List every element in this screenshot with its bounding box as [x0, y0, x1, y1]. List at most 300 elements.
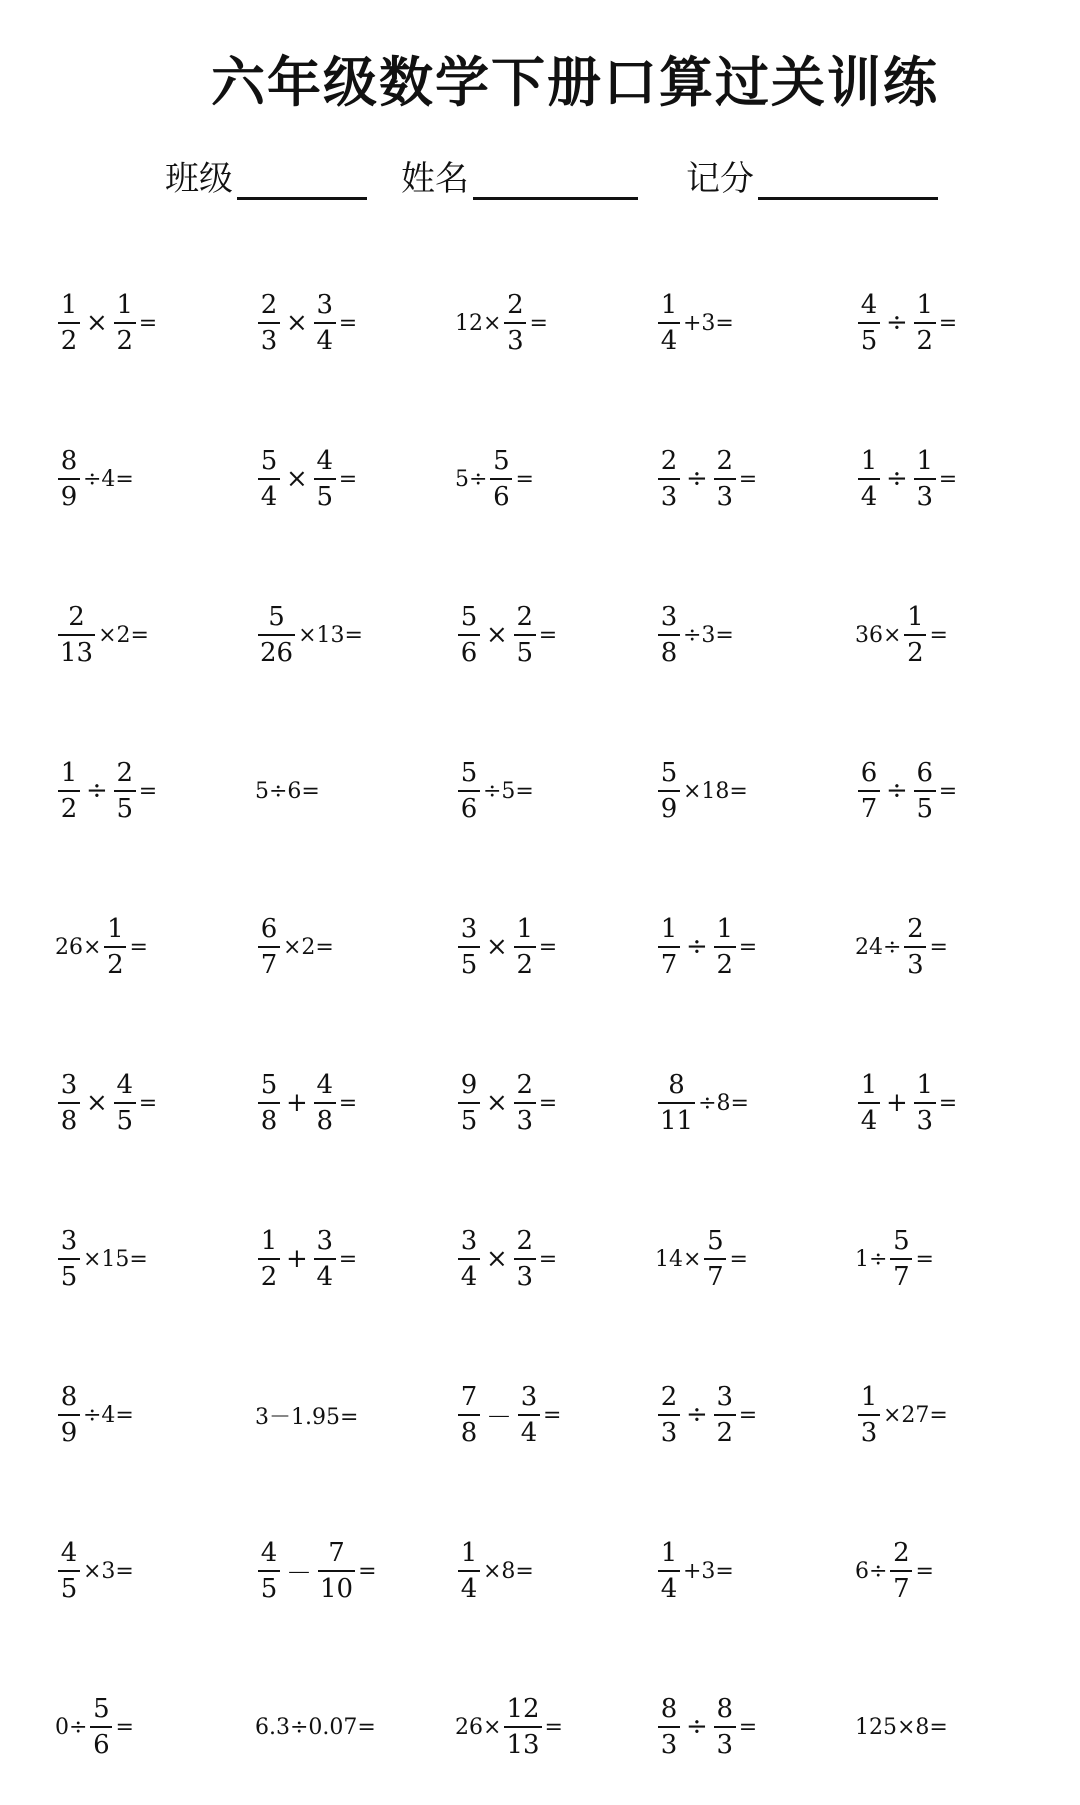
fraction-denominator: 13 — [504, 1726, 541, 1758]
expression-text: +3= — [683, 1558, 734, 1584]
operator: ÷ — [886, 464, 908, 494]
fraction-denominator: 4 — [858, 1102, 880, 1134]
expression-text: = — [138, 310, 158, 336]
problem-cell — [640, 1649, 840, 1805]
fraction-numerator: 2 — [507, 290, 524, 320]
fraction — [714, 1384, 736, 1446]
class-field[interactable] — [165, 151, 367, 200]
fraction-numerator: 1 — [60, 758, 78, 788]
problem-cell — [440, 869, 640, 1025]
expression-text: 3－1.95= — [255, 1404, 359, 1430]
expression-text: = — [538, 622, 558, 648]
fraction-denominator: 2 — [114, 322, 136, 354]
problem-cell — [440, 1181, 640, 1337]
fraction-numerator: 6 — [916, 758, 934, 788]
class-blank-line[interactable] — [237, 163, 367, 200]
expression-text: 125×8= — [855, 1714, 948, 1740]
score-field[interactable] — [686, 151, 938, 200]
expression-text: = — [543, 1402, 562, 1428]
fraction-numerator: 1 — [60, 290, 78, 320]
fraction-denominator: 7 — [658, 946, 680, 978]
expression-text: = — [338, 310, 358, 336]
fraction — [904, 604, 926, 666]
problem-cell — [840, 713, 1040, 869]
fraction-denominator: 10 — [318, 1570, 355, 1602]
expression-text: = — [938, 1090, 958, 1116]
fraction-numerator: 3 — [660, 602, 678, 632]
problem-cell — [840, 869, 1040, 1025]
fraction-numerator: 3 — [60, 1226, 78, 1256]
problem-expression — [55, 1696, 134, 1758]
fraction-denominator: 5 — [58, 1258, 80, 1290]
fraction-denominator: 5 — [114, 1102, 136, 1134]
fraction — [858, 292, 880, 354]
fraction-numerator: 6 — [260, 914, 278, 944]
fraction-denominator: 2 — [258, 1258, 280, 1290]
fraction — [458, 1072, 480, 1134]
fraction — [504, 292, 526, 354]
fraction-numerator: 5 — [260, 446, 278, 476]
fraction-denominator: 7 — [704, 1258, 726, 1290]
fraction-numerator: 2 — [516, 1070, 534, 1100]
problem-expression — [255, 1715, 376, 1740]
fraction-denominator: 26 — [258, 634, 295, 666]
expression-text: ÷5= — [483, 778, 534, 804]
expression-text: ×3= — [83, 1558, 134, 1584]
fraction — [714, 916, 736, 978]
expression-text: = — [738, 1402, 758, 1428]
problem-cell — [440, 713, 640, 869]
problem-expression — [55, 1540, 134, 1602]
problem-cell — [240, 401, 440, 557]
problem-cell — [640, 401, 840, 557]
fraction-numerator: 3 — [460, 1226, 478, 1256]
fraction-numerator: 8 — [60, 1382, 78, 1412]
fraction — [258, 1228, 280, 1290]
fraction — [458, 1540, 480, 1602]
fraction — [658, 916, 680, 978]
problem-cell — [40, 1337, 240, 1493]
problem-expression — [855, 448, 957, 510]
name-label: 姓名 — [401, 159, 469, 199]
expression-text: = — [129, 934, 148, 960]
operator: + — [886, 1088, 908, 1118]
problem-expression — [255, 292, 357, 354]
problem-expression — [255, 604, 363, 666]
fraction — [318, 1540, 355, 1602]
fraction-numerator: 1 — [907, 602, 924, 632]
fraction-denominator: 2 — [914, 322, 936, 354]
problem-cell — [440, 245, 640, 401]
fraction-numerator: 2 — [68, 602, 85, 632]
fraction-denominator: 4 — [258, 478, 280, 510]
fraction — [114, 292, 136, 354]
problem-expression — [655, 292, 734, 354]
fraction-denominator: 2 — [714, 946, 736, 978]
fraction-numerator: 1 — [116, 290, 134, 320]
expression-text: 36× — [855, 622, 902, 648]
problem-expression — [855, 760, 957, 822]
problem-expression — [55, 448, 134, 510]
problem-expression — [55, 604, 149, 666]
problem-cell — [240, 1649, 440, 1805]
fraction-numerator: 7 — [328, 1538, 345, 1568]
fraction-denominator: 3 — [658, 1726, 680, 1758]
fraction-denominator: 4 — [658, 322, 680, 354]
student-info-row — [165, 150, 1040, 200]
fraction-denominator: 3 — [514, 1102, 536, 1134]
fraction — [58, 1384, 80, 1446]
fraction-numerator: 2 — [716, 446, 734, 476]
fraction — [458, 1384, 480, 1446]
problem-expression — [255, 1072, 357, 1134]
problem-expression — [455, 1072, 557, 1134]
fraction — [458, 1228, 480, 1290]
fraction — [858, 1072, 880, 1134]
fraction-numerator: 1 — [716, 914, 734, 944]
fraction — [514, 916, 536, 978]
fraction-numerator: 9 — [460, 1070, 478, 1100]
expression-text: 24÷ — [855, 934, 902, 960]
problem-cell — [440, 401, 640, 557]
fraction-denominator: 5 — [114, 790, 136, 822]
problem-expression — [255, 448, 357, 510]
fraction-denominator: 3 — [658, 478, 680, 510]
fraction-numerator: 2 — [660, 446, 678, 476]
score-label: 记分 — [686, 159, 754, 199]
problem-cell — [840, 1649, 1040, 1805]
fraction — [258, 1072, 280, 1134]
fraction-numerator: 4 — [316, 1070, 334, 1100]
problem-expression — [855, 1072, 957, 1134]
problem-expression — [855, 604, 948, 666]
fraction-denominator: 6 — [490, 478, 512, 510]
fraction-denominator: 9 — [58, 478, 80, 510]
score-blank-line[interactable] — [758, 163, 938, 200]
fraction-denominator: 4 — [858, 478, 880, 510]
problem-expression — [255, 1540, 377, 1602]
fraction — [658, 760, 680, 822]
problem-cell — [40, 557, 240, 713]
fraction-numerator: 3 — [520, 1382, 538, 1412]
problem-expression — [655, 760, 748, 822]
problem-expression — [55, 1072, 157, 1134]
fraction-denominator: 8 — [314, 1102, 336, 1134]
expression-text: 14× — [655, 1246, 702, 1272]
problem-cell — [440, 1649, 640, 1805]
fraction — [914, 448, 936, 510]
fraction — [904, 916, 926, 978]
fraction — [58, 1540, 80, 1602]
fraction-numerator: 5 — [93, 1694, 110, 1724]
problem-cell — [640, 245, 840, 401]
fraction — [658, 1072, 695, 1134]
fraction — [58, 1072, 80, 1134]
fraction-numerator: 8 — [716, 1694, 734, 1724]
problem-expression — [655, 1228, 748, 1290]
fraction — [490, 448, 512, 510]
fraction-numerator: 3 — [316, 1226, 334, 1256]
expression-text: ÷4= — [83, 1402, 134, 1428]
name-field[interactable] — [401, 151, 638, 200]
problem-cell — [40, 1181, 240, 1337]
operator: × — [86, 1088, 108, 1118]
fraction — [114, 1072, 136, 1134]
fraction-numerator: 5 — [268, 602, 285, 632]
fraction — [58, 292, 80, 354]
fraction-denominator: 3 — [504, 322, 526, 354]
fraction — [258, 448, 280, 510]
fraction-denominator: 2 — [904, 634, 926, 666]
problem-expression — [455, 292, 548, 354]
problem-expression — [455, 760, 534, 822]
expression-text: ÷4= — [83, 466, 134, 492]
problem-cell — [440, 1025, 640, 1181]
problem-cell — [240, 869, 440, 1025]
fraction-denominator: 2 — [714, 1414, 736, 1446]
problem-expression — [655, 1072, 749, 1134]
fraction-numerator: 1 — [860, 1070, 878, 1100]
fraction-denominator: 5 — [58, 1570, 80, 1602]
fraction-numerator: 4 — [316, 446, 334, 476]
problem-expression — [455, 1540, 534, 1602]
fraction-denominator: 8 — [458, 1414, 480, 1446]
fraction-denominator: 3 — [514, 1258, 536, 1290]
expression-text: = — [729, 1246, 748, 1272]
expression-text: = — [529, 310, 548, 336]
problem-cell — [40, 401, 240, 557]
fraction-numerator: 1 — [860, 446, 878, 476]
problem-cell — [640, 1025, 840, 1181]
fraction-numerator: 6 — [860, 758, 878, 788]
fraction-denominator: 5 — [858, 322, 880, 354]
fraction-numerator: 7 — [460, 1382, 478, 1412]
problem-expression — [855, 292, 957, 354]
fraction-numerator: 2 — [516, 1226, 534, 1256]
problem-cell — [840, 401, 1040, 557]
fraction — [858, 1384, 880, 1446]
expression-text: = — [938, 778, 958, 804]
fraction-numerator: 5 — [660, 758, 678, 788]
fraction — [114, 760, 136, 822]
fraction-numerator: 1 — [516, 914, 534, 944]
expression-text: ×18= — [683, 778, 748, 804]
problem-cell — [840, 1181, 1040, 1337]
fraction — [914, 292, 936, 354]
problem-cell — [240, 713, 440, 869]
fraction — [58, 604, 95, 666]
fraction — [458, 760, 480, 822]
problem-expression — [55, 292, 157, 354]
fraction-denominator: 11 — [658, 1102, 695, 1134]
name-blank-line[interactable] — [473, 163, 638, 200]
fraction-denominator: 6 — [458, 790, 480, 822]
fraction-numerator: 2 — [660, 1382, 678, 1412]
problem-expression — [855, 1384, 948, 1446]
expression-text: = — [538, 934, 558, 960]
expression-text: = — [538, 1246, 558, 1272]
problem-expression — [255, 779, 320, 804]
fraction-denominator: 3 — [714, 478, 736, 510]
fraction-denominator: 3 — [258, 322, 280, 354]
fraction-numerator: 1 — [460, 1538, 478, 1568]
problem-expression — [55, 1384, 134, 1446]
operator: + — [286, 1088, 308, 1118]
fraction — [714, 1696, 736, 1758]
fraction-numerator: 1 — [660, 1538, 678, 1568]
problem-expression — [55, 916, 148, 978]
fraction — [58, 448, 80, 510]
fraction-denominator: 7 — [258, 946, 280, 978]
worksheet-title: 六年级数学下册口算过关训练 — [211, 51, 939, 114]
fraction — [514, 1228, 536, 1290]
problem-expression — [455, 1696, 563, 1758]
fraction-denominator: 9 — [658, 790, 680, 822]
fraction-denominator: 4 — [458, 1570, 480, 1602]
problem-cell — [440, 1493, 640, 1649]
expression-text: = — [115, 1714, 134, 1740]
expression-text: = — [515, 466, 534, 492]
operator: × — [286, 464, 308, 494]
fraction-denominator: 3 — [904, 946, 926, 978]
expression-text: = — [738, 934, 758, 960]
problem-expression — [655, 1696, 757, 1758]
operator: ÷ — [886, 776, 908, 806]
fraction-denominator: 8 — [658, 634, 680, 666]
problem-expression — [455, 604, 557, 666]
operator: × — [486, 932, 508, 962]
operator: ÷ — [886, 308, 908, 338]
fraction-denominator: 6 — [90, 1726, 112, 1758]
operator: ÷ — [686, 932, 708, 962]
fraction-denominator: 3 — [858, 1414, 880, 1446]
problem-cell — [440, 557, 640, 713]
expression-text: 6÷ — [855, 1558, 888, 1584]
problem-cell — [240, 557, 440, 713]
expression-text: ×15= — [83, 1246, 148, 1272]
operator: － — [486, 1402, 513, 1433]
fraction — [658, 448, 680, 510]
problem-expression — [855, 916, 948, 978]
problem-cell — [240, 1493, 440, 1649]
fraction — [514, 1072, 536, 1134]
fraction-denominator: 2 — [58, 322, 80, 354]
fraction-numerator: 3 — [60, 1070, 78, 1100]
problem-expression — [455, 1228, 557, 1290]
operator: ÷ — [86, 776, 108, 806]
problem-cell — [40, 1025, 240, 1181]
fraction-denominator: 2 — [104, 946, 126, 978]
expression-text: = — [929, 934, 948, 960]
fraction-numerator: 5 — [460, 602, 478, 632]
fraction-numerator: 12 — [506, 1694, 540, 1724]
fraction-denominator: 7 — [890, 1570, 912, 1602]
operator: ÷ — [686, 464, 708, 494]
problem-cell — [40, 713, 240, 869]
problem-expression — [855, 1540, 934, 1602]
problem-cell — [240, 245, 440, 401]
expression-text: = — [738, 1714, 758, 1740]
problem-expression — [855, 1228, 934, 1290]
fraction-denominator: 3 — [914, 478, 936, 510]
fraction-numerator: 1 — [260, 1226, 278, 1256]
fraction-numerator: 1 — [860, 1382, 878, 1412]
fraction — [258, 604, 295, 666]
fraction-numerator: 4 — [260, 1538, 278, 1568]
problem-cell — [640, 557, 840, 713]
fraction-numerator: 2 — [260, 290, 278, 320]
expression-text: 6.3÷0.07= — [255, 1714, 376, 1740]
expression-text: 26× — [455, 1714, 502, 1740]
fraction — [58, 760, 80, 822]
expression-text: = — [915, 1558, 934, 1584]
fraction-denominator: 5 — [514, 634, 536, 666]
fraction — [518, 1384, 540, 1446]
fraction-denominator: 8 — [58, 1102, 80, 1134]
fraction — [890, 1228, 912, 1290]
fraction-denominator: 4 — [458, 1258, 480, 1290]
fraction-numerator: 4 — [60, 1538, 78, 1568]
fraction-numerator: 4 — [860, 290, 878, 320]
fraction-denominator: 5 — [258, 1570, 280, 1602]
problem-cell — [640, 1337, 840, 1493]
problem-cell — [840, 1493, 1040, 1649]
fraction-numerator: 2 — [893, 1538, 910, 1568]
problem-expression — [855, 1715, 948, 1740]
fraction-denominator: 5 — [458, 1102, 480, 1134]
problem-expression — [255, 916, 334, 978]
fraction-numerator: 1 — [916, 290, 934, 320]
expression-text: = — [538, 1090, 558, 1116]
expression-text: = — [544, 1714, 563, 1740]
fraction-denominator: 2 — [58, 790, 80, 822]
fraction-denominator: 4 — [518, 1414, 540, 1446]
problem-cell — [40, 869, 240, 1025]
fraction — [458, 604, 480, 666]
fraction — [658, 604, 680, 666]
fraction-denominator: 4 — [314, 1258, 336, 1290]
operator: － — [286, 1558, 313, 1589]
fraction-denominator: 5 — [314, 478, 336, 510]
fraction-denominator: 3 — [658, 1414, 680, 1446]
expression-text: = — [338, 1090, 358, 1116]
problem-cell — [640, 1493, 840, 1649]
fraction — [258, 1540, 280, 1602]
fraction-denominator: 7 — [858, 790, 880, 822]
expression-text: ÷3= — [683, 622, 734, 648]
expression-text: = — [358, 1558, 377, 1584]
expression-text: +3= — [683, 310, 734, 336]
fraction — [858, 448, 880, 510]
problem-cell — [440, 1337, 640, 1493]
expression-text: ×27= — [883, 1402, 948, 1428]
operator: × — [486, 1088, 508, 1118]
operator: ÷ — [686, 1400, 708, 1430]
expression-text: 12× — [455, 310, 502, 336]
fraction-numerator: 2 — [907, 914, 924, 944]
problem-expression — [655, 1540, 734, 1602]
class-label: 班级 — [165, 159, 233, 199]
fraction — [258, 916, 280, 978]
fraction — [314, 1228, 336, 1290]
fraction-denominator: 7 — [890, 1258, 912, 1290]
problem-cell — [240, 1337, 440, 1493]
fraction — [658, 1540, 680, 1602]
fraction-numerator: 8 — [668, 1070, 685, 1100]
expression-text: 5÷6= — [255, 778, 320, 804]
fraction-denominator: 4 — [314, 322, 336, 354]
fraction-numerator: 1 — [916, 1070, 934, 1100]
